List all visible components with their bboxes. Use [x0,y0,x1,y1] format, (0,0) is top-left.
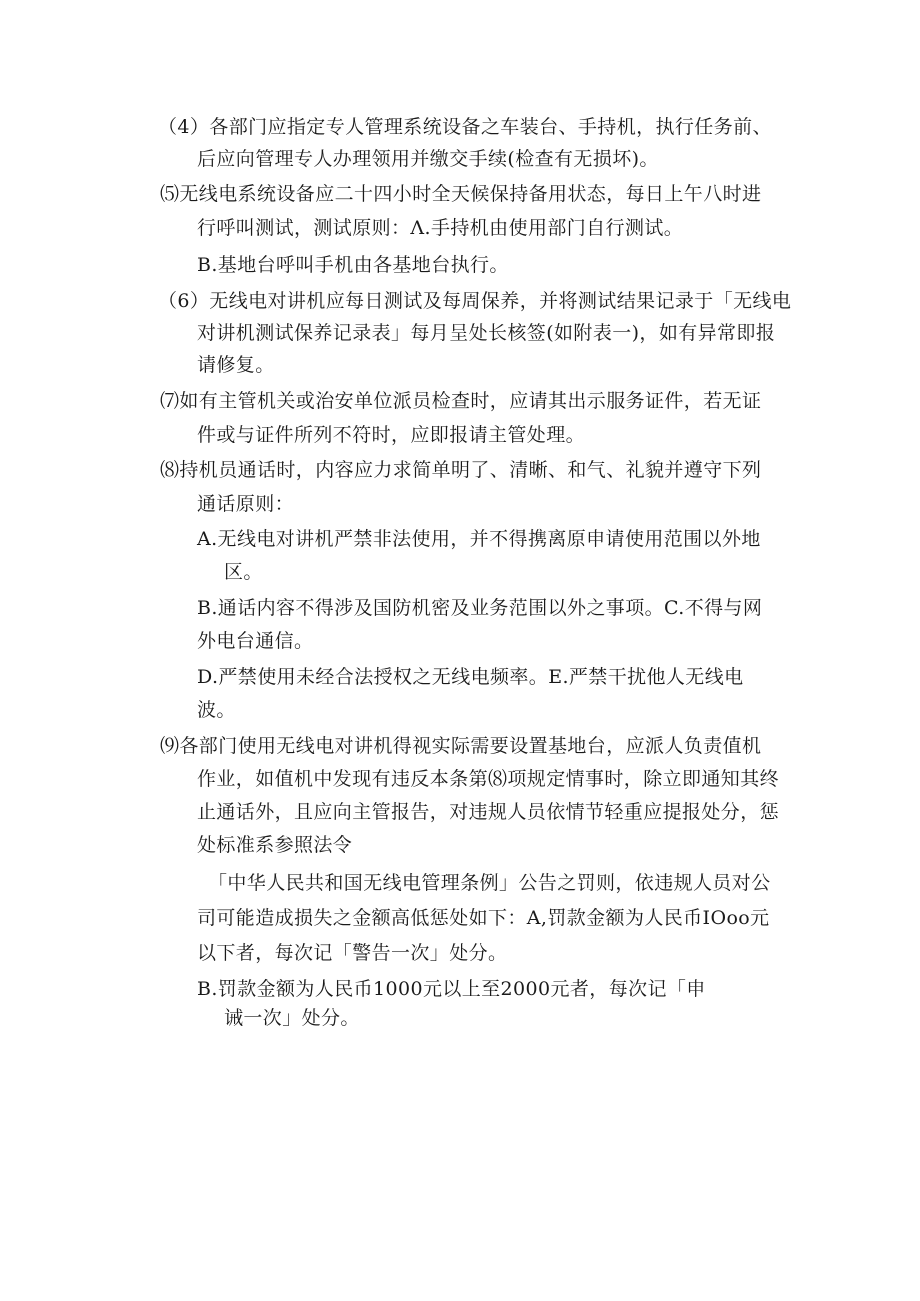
text-line: 通话原则： [197,493,295,515]
text-line: B.基地台呼叫手机由各基地台执行。 [197,254,509,276]
text-line: 诫一次」处分。 [224,1007,360,1029]
text-line: 请修复。 [197,354,275,376]
text-line: 止通话外，且应向主管报告，对违规人员依情节轻重应提报处分，惩 [197,801,780,823]
text-line: ⑼各部门使用无线电对讲机得视实际需要设置基地台，应派人负责值机 [160,735,762,757]
text-line: 波。 [197,699,236,721]
text-line: 「中华人民共和国无线电管理条例」公告之罚则，依违规人员对公 [208,872,771,894]
text-line: ⑺如有主管机关或治安单位派员检查时，应请其出示服务证件，若无证 [160,390,762,412]
text-line: 处标准系参照法令 [197,834,353,856]
text-line: B.罚款金额为人民币1000元以上至2000元者，每次记「申 [197,978,706,1000]
text-line: （4）各部门应指定专人管理系统设备之车装台、手持机，执行任务前、 [158,116,772,138]
text-line: 作业，如值机中发现有违反本条第⑻项规定情事时，除立即通知其终 [197,768,780,790]
text-line: 以下者，每次记「警告一次」处分。 [197,942,508,964]
text-line: 外电台通信。 [197,630,314,652]
text-line: B.通话内容不得涉及国防机密及业务范围以外之事项。C.不得与网 [197,597,763,619]
text-line: 区。 [224,561,263,583]
text-line: 对讲机测试保养记录表」每月呈处长核签(如附表一)，如有异常即报 [197,322,776,344]
text-line: 件或与证件所列不符时，应即报请主管处理。 [197,424,586,446]
text-line: ⑻持机员通话时，内容应力求简单明了、清晰、和气、礼貌并遵守下列 [160,459,762,481]
text-line: ⑸无线电系统设备应二十四小时全天候保持备用状态，每日上午八时进 [160,183,762,205]
text-line: 司可能造成损失之金额高低惩处如下：A,罚款金额为人民币IOoo元 [197,907,770,929]
text-line: D.严禁使用未经合法授权之无线电频率。E.严禁干扰他人无线电 [197,666,744,688]
text-line: 后应向管理专人办理领用并缴交手续(检查有无损坏)。 [197,148,659,170]
text-line: （6）无线电对讲机应每日测试及每周保养，并将测试结果记录于「无线电 [158,290,792,312]
text-line: 行呼叫测试，测试原则：Λ.手持机由使用部门自行测试。 [197,217,684,239]
text-line: A.无线电对讲机严禁非法使用，并不得携离原申请使用范围以外地 [197,528,761,550]
